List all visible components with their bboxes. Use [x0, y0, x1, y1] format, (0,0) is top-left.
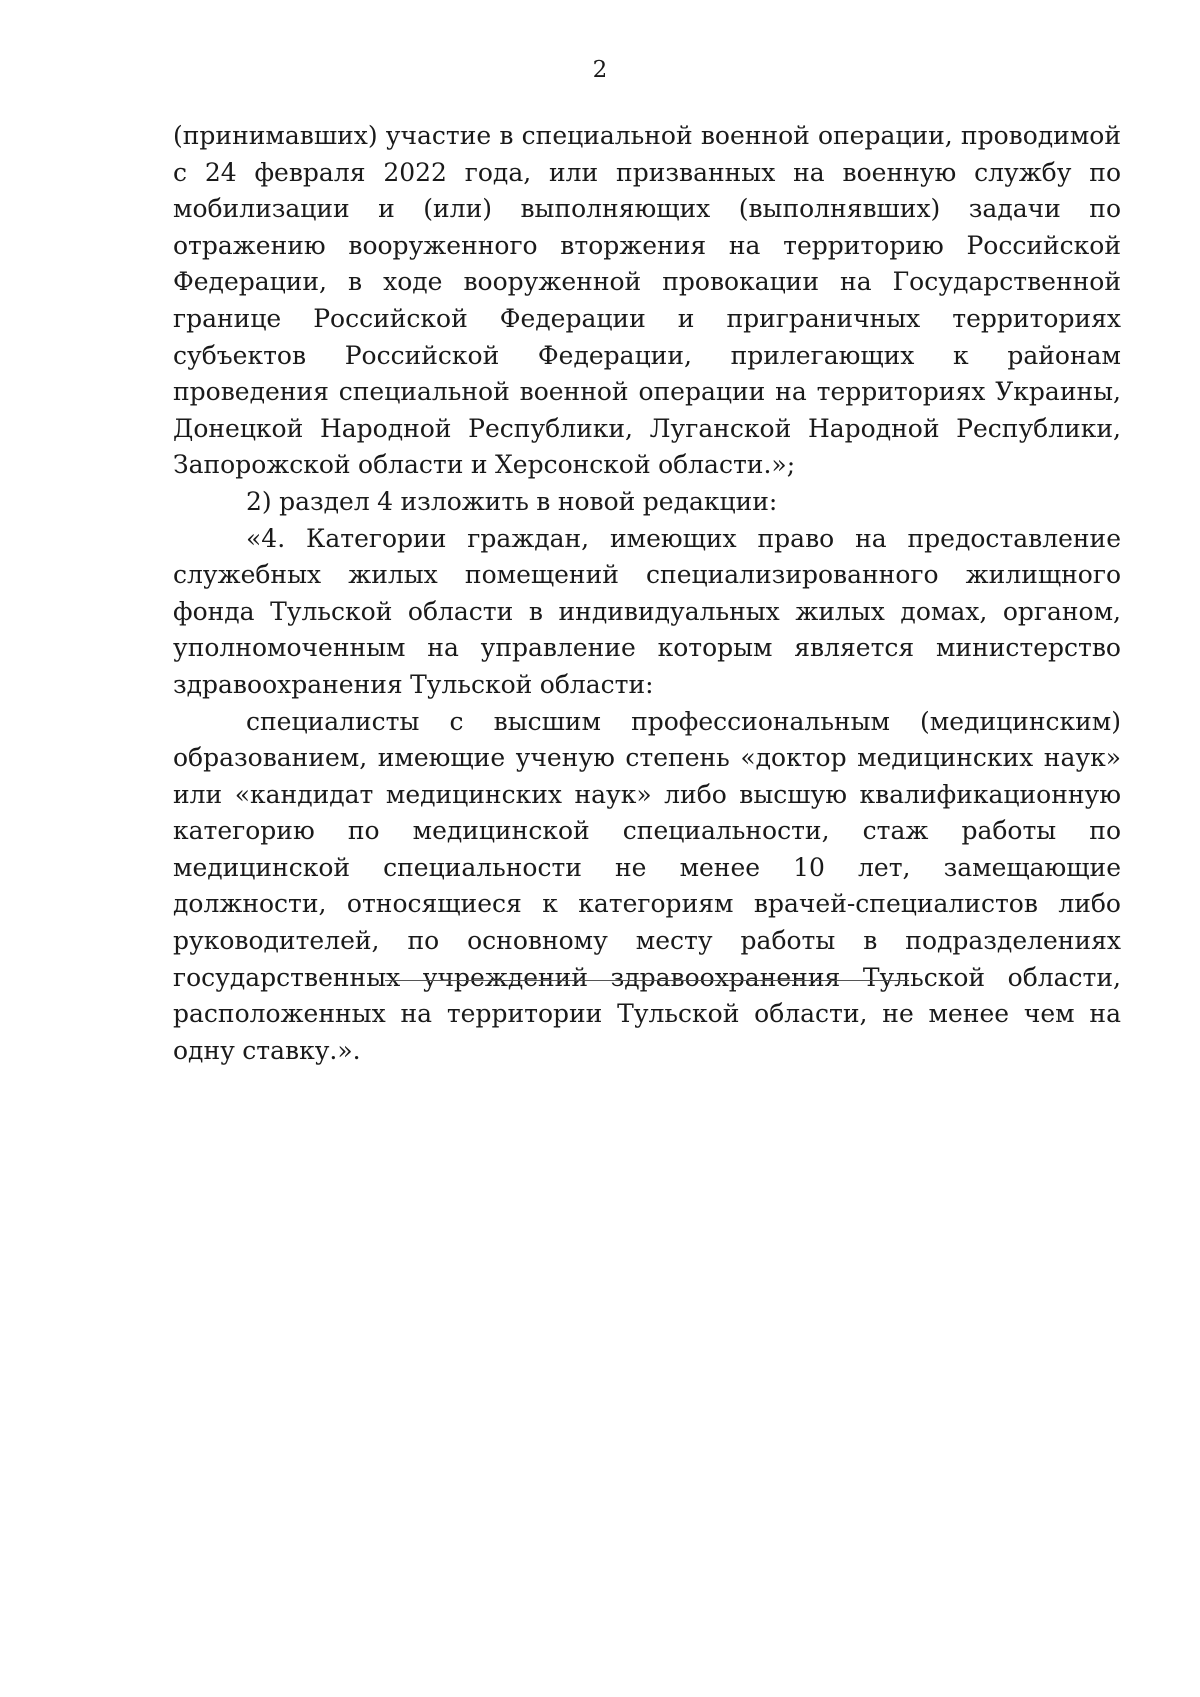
document-body	[173, 118, 1121, 1069]
paragraph-continuation: (принимавших) участие в специальной военной операции, проводимой с 24 февраля 2022 года, или призванных на военную службу по мобилизации и (или) выполняющих (выполнявших) задачи по отражению вооруженного вторжения на территорию Российской Федерации, в ходе вооруженной провокации на Государственной границе Российской Федерации и приграничных территориях субъектов Российской Федерации, прилегающих к районам проведения специальной военной операции на территориях Украины, Донецкой Народной Республики, Луганской Народной Республики, Запорожской области и Херсонской области.»;	[173, 121, 1121, 480]
page-number: 2	[592, 57, 608, 83]
paragraph-amendment-item: 2) раздел 4 изложить в новой редакции:	[246, 486, 778, 516]
paragraph-section-heading: «4. Категории граждан, имеющих право на предоставление служебных жилых помещений специализированного жилищного фонда Тульской области в индивидуальных жилых домах, органом, уполномоченным на управление которым является министерство здравоохранения Тульской области:	[173, 523, 1121, 699]
paragraph-specialists: специалисты с высшим профессиональным (медицинским) образованием, имеющие ученую степень «доктор медицинских наук» или «кандидат медицинских наук» либо высшую квалификационную категорию по медицинской специальности, стаж работы по медицинской специальности не менее 10 лет, замещающие должности, относящиеся к категориям врачей-специалистов либо руководителей, по основному месту работы в подразделениях государственных учреждений здравоохранения Тульской области, расположенных на территории Тульской области, не менее чем на одну ставку.».	[173, 706, 1121, 1065]
end-separator-line	[385, 980, 909, 981]
